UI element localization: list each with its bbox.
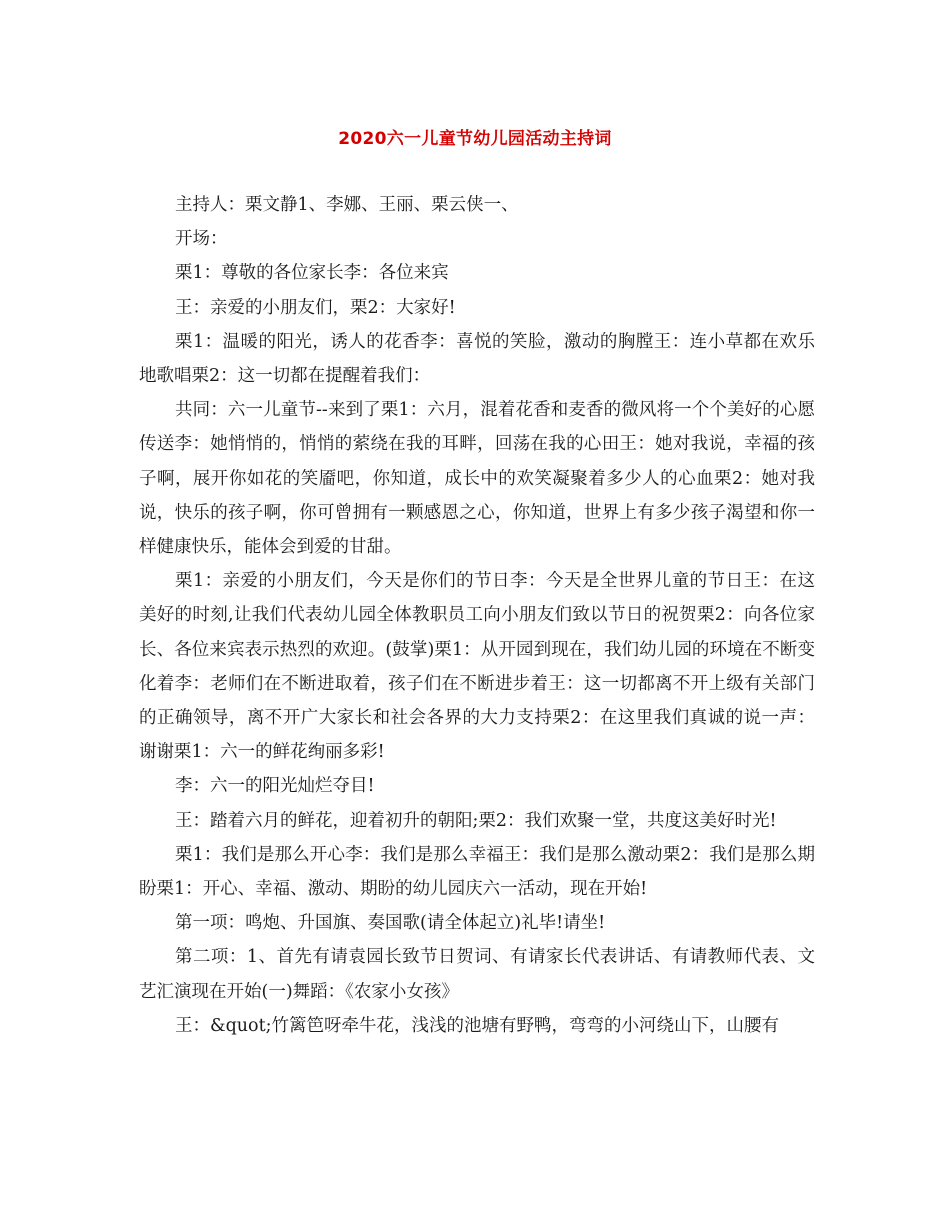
paragraph: 栗1：尊敬的各位家长李：各位来宾 <box>175 263 449 284</box>
paragraph: 李：六一的阳光灿烂夺目! <box>175 776 375 797</box>
paragraph: 王：亲爱的小朋友们，栗2：大家好! <box>175 297 456 318</box>
paragraph: 栗1：温暖的阳光，诱人的花香李：喜悦的笑脸，激动的胸膛王：连小草都在欢乐地歌唱栗2：这一切都在提醒着我们： <box>139 331 815 387</box>
paragraph: 栗1：我们是那么开心李：我们是那么幸福王：我们是那么激动栗2：我们是那么期盼栗1：开心、幸福、激动、期盼的幼儿园庆六一活动，现在开始! <box>139 844 815 900</box>
paragraph: 王：&quot;竹篱笆呀牵牛花，浅浅的池塘有野鸭，弯弯的小河绕山下，山腰有 <box>175 1015 780 1036</box>
paragraph-item-one: 第一项：鸣炮、升国旗、奏国歌(请全体起立)礼毕!请坐! <box>175 913 606 934</box>
paragraph: 王：踏着六月的鲜花，迎着初升的朝阳;栗2：我们欢聚一堂，共度这美好时光! <box>175 810 777 831</box>
paragraph-opening-label: 开场： <box>175 229 228 250</box>
document-body <box>139 188 815 1043</box>
paragraph-hosts: 主持人：栗文静1、李娜、王丽、栗云侠一、 <box>175 195 519 215</box>
paragraph: 共同：六一儿童节--来到了栗1：六月，混着花香和麦香的微风将一个个美好的心愿传送李：她悄悄的，悄悄的萦绕在我的耳畔，回荡在我的心田王：她对我说，幸福的孩子啊，展开你如花的笑靥吧，你知道，成长中的欢笑凝聚着多少人的心血栗2：她对我说，快乐的孩子啊，你可曾拥有一颗感恩之心，你知道，世界上有多少孩子渴望和你一样健康快乐，能体会到爱的甘甜。 <box>139 400 815 558</box>
document-title: 2020六一儿童节幼儿园活动主持词 <box>338 129 612 149</box>
paragraph: 栗1：亲爱的小朋友们，今天是你们的节日李：今天是全世界儿童的节日王：在这美好的时刻,让我们代表幼儿园全体教职员工向小朋友们致以节日的祝贺栗2：向各位家长、各位来宾表示热烈的欢迎。(鼓掌)栗1：从开园到现在，我们幼儿园的环境在不断变化着李：老师们在不断进取着，孩子们在不断进步着王：这一切都离不开上级有关部门的正确领导，离不开广大家长和社会各界的大力支持栗2：在这里我们真诚的说一声：谢谢栗1：六一的鲜花绚丽多彩! <box>139 571 815 763</box>
paragraph-item-two: 第二项：1、首先有请袁园长致节日贺词、有请家长代表讲话、有请教师代表、文艺汇演现在开始(一)舞蹈：《农家小女孩》 <box>139 947 815 1002</box>
